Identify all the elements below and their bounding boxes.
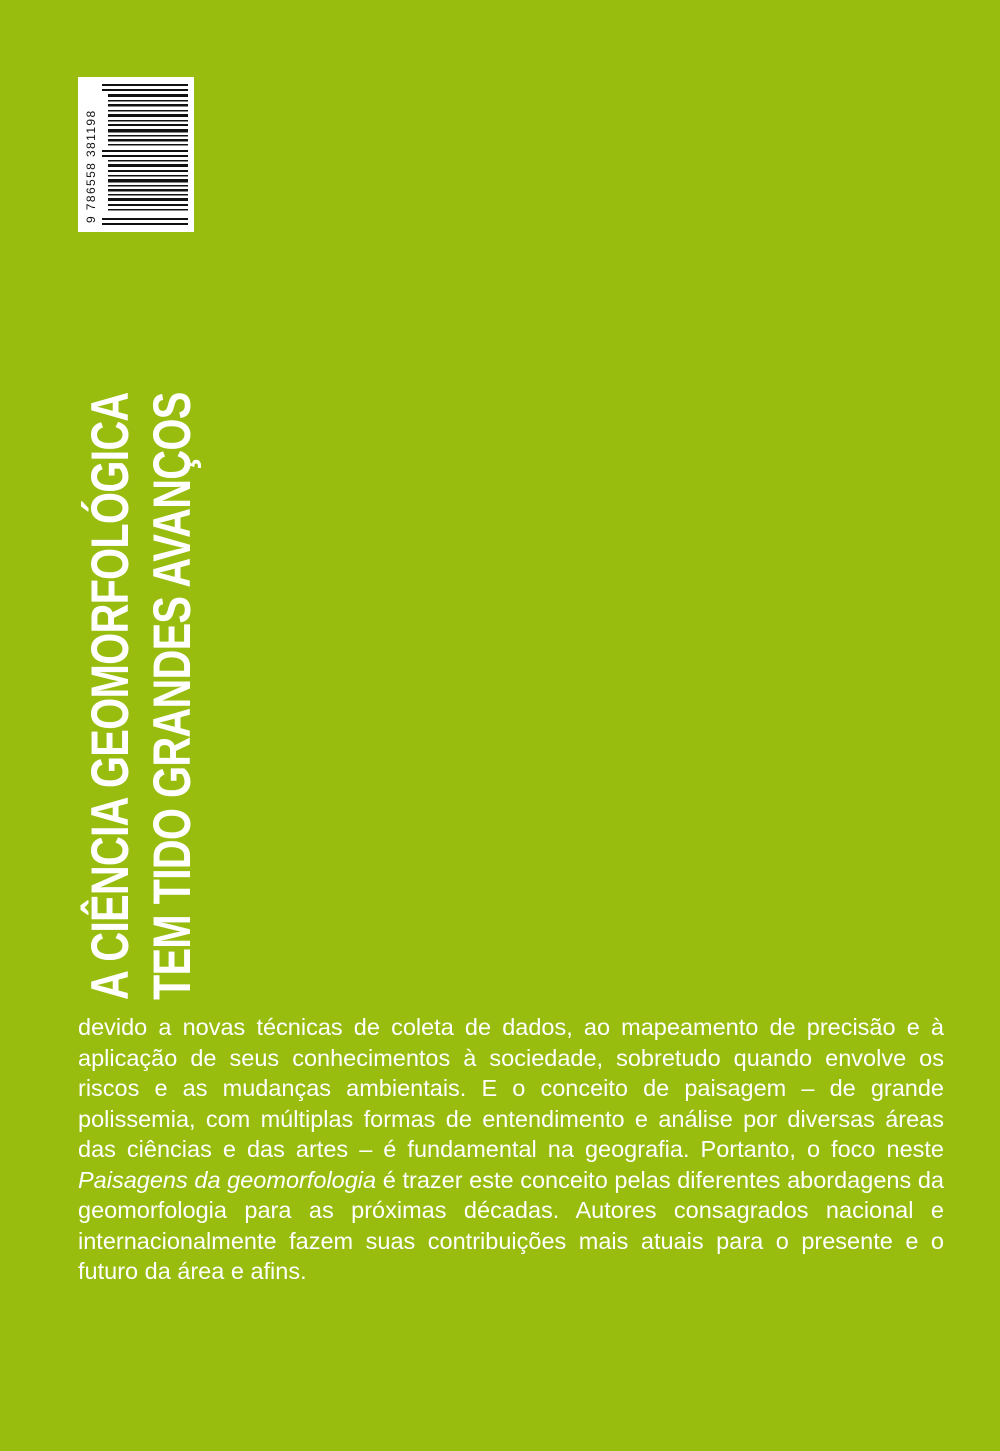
book-title: Paisagens da geomorfologia: [78, 1166, 377, 1193]
body-paragraph: [78, 1012, 944, 1287]
barcode-bars: [102, 84, 188, 225]
headline-line-1: A CIÊNCIA GEOMORFOLÓGICA: [81, 392, 140, 1000]
headline: [80, 240, 204, 1000]
body-text-part-1: devido a novas técnicas de coleta de dados, ao mapeamento de precisão e à aplicação de seus conhecimentos à sociedade, sobretudo quando envolve os riscos e as mudanças ambientais. E o conceito de paisagem – de grande polissemia, com múltiplas formas de entendimento e análise por diversas áreas das ciências e das artes – é fundamental na geografia. Portanto, o foco neste: [78, 1014, 944, 1162]
body-text-part-2: é trazer este conceito pelas diferentes abordagens da geomorfologia para as próximas décadas. Autores consagrados nacional e internacionalmente fazem suas contribuições mais atuais para o presente e o futuro da área e afins.: [78, 1166, 944, 1284]
headline-line-2: TEM TIDO GRANDES AVANÇOS: [143, 392, 202, 1000]
isbn-digits: 9 786558 381198: [84, 109, 98, 223]
